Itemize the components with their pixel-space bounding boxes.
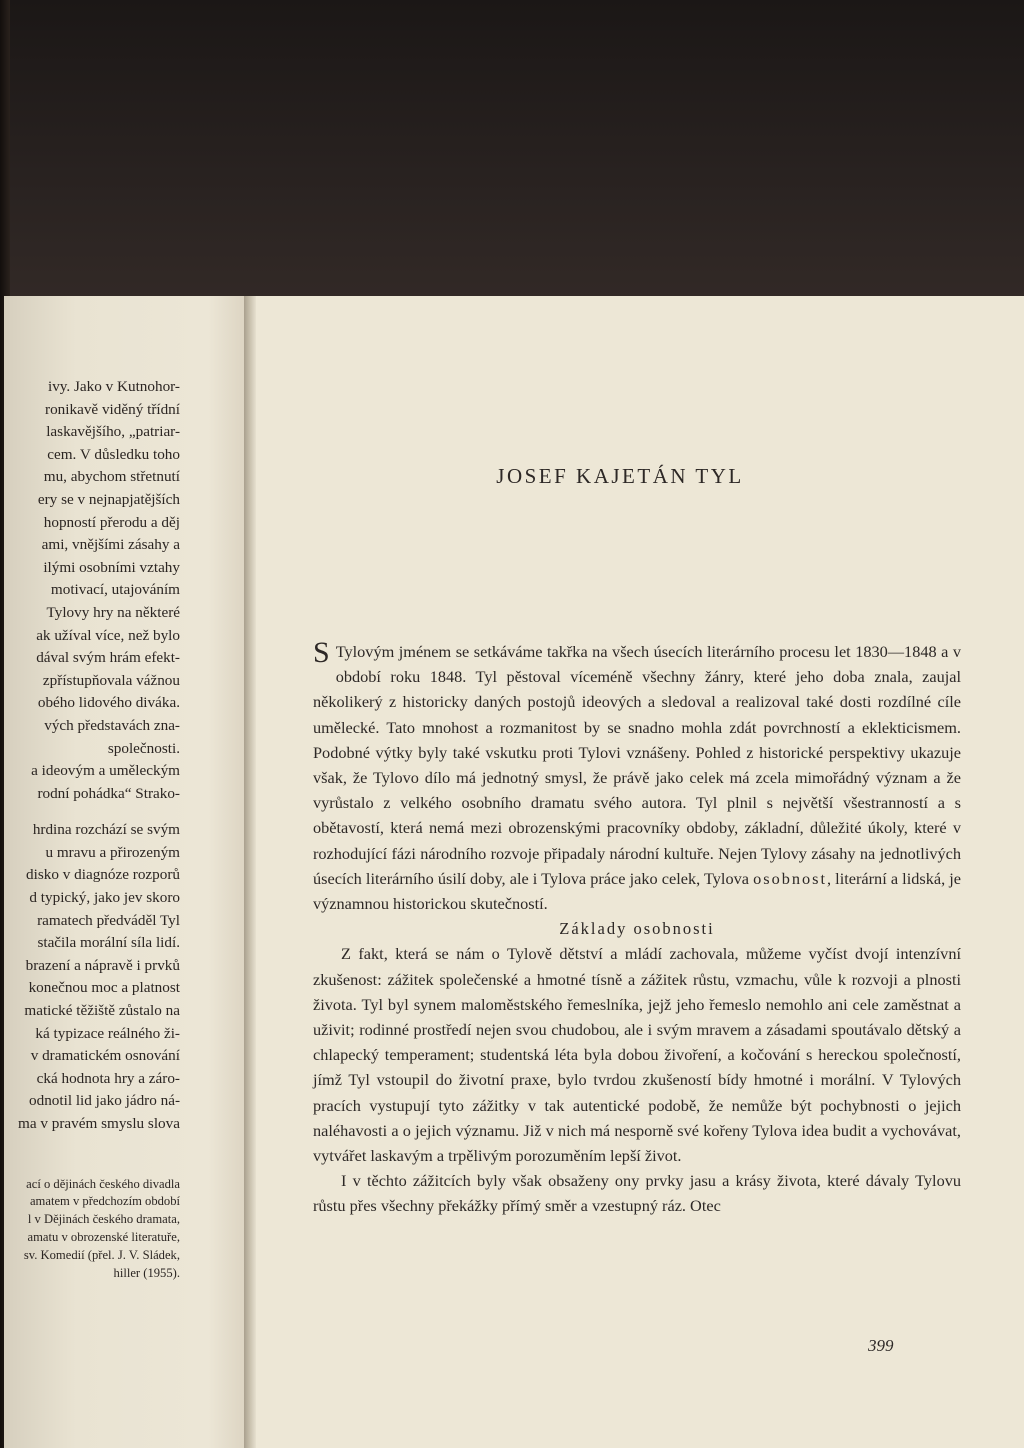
paragraph-3: I v těchto zážitcích byly však obsaženy ony prvky jasu a krásy života, které dávaly Tylovu růstu přes všechny překážky přímý směr a vzestupný ráz. Otec xyxy=(313,1171,961,1216)
left-page-line: ivy. Jako v Kutnohor- xyxy=(47,378,180,395)
left-page-line: brazení a nápravě i prvků xyxy=(25,956,180,974)
left-page-line: konečnou moc a platnost xyxy=(28,979,180,997)
page-number: 399 xyxy=(868,1336,894,1355)
right-page xyxy=(256,296,1024,1448)
left-page-line: ilými osobními vztahy xyxy=(43,558,180,576)
body-text xyxy=(313,636,961,1219)
left-page-line: zpřístupňovala vážnou xyxy=(42,671,180,689)
left-page xyxy=(4,296,244,1448)
left-page-footnote-line: l v Dějinách českého dramata, xyxy=(27,1212,180,1227)
left-page-line: Tylovy hry na některé xyxy=(46,603,180,621)
drop-cap: S xyxy=(313,636,330,669)
left-page-line: stačila morální síla lidí. xyxy=(37,934,180,952)
background-dark-area xyxy=(0,0,1024,300)
section-title: Základy osobnosti xyxy=(559,919,715,939)
left-page-line: u mravu a přirozeným xyxy=(45,843,180,861)
left-page-line: obého lidového diváka. xyxy=(37,694,180,712)
left-page-line: a ideovým a uměleckým xyxy=(31,762,180,780)
book-gutter xyxy=(244,296,256,1448)
left-page-line: laskavějšího, „patriar- xyxy=(46,423,180,441)
left-page-footnote-line: amatu v obrozenské literatuře, xyxy=(27,1229,180,1244)
left-page-line: hopností přerodu a děj xyxy=(43,513,180,531)
left-page-line: ak užíval více, než bylo xyxy=(36,626,180,644)
left-page-line: ká typizace reálného ži- xyxy=(35,1024,180,1042)
left-page-spacer xyxy=(4,1136,180,1176)
left-page-text xyxy=(4,376,180,1282)
left-page-line: ronikavě viděný třídní xyxy=(45,400,180,418)
left-page-line: ramatech předváděl Tyl xyxy=(37,911,180,929)
intro-end: , literární a lidská, je významnou historickou skutečností. xyxy=(313,868,961,914)
left-page-line: ery se v nejnapjatějších xyxy=(37,490,180,508)
left-page-line: ami, vnějšími zásahy a xyxy=(41,536,180,554)
left-page-line: mu, abychom střetnutí xyxy=(43,468,180,486)
left-page-line: společnosti. xyxy=(107,739,180,757)
left-page-line: disko v diagnóze rozporů xyxy=(26,866,180,884)
left-page-line: cká hodnota hry a záro- xyxy=(36,1069,180,1087)
left-page-line: d typický, jako jev skoro xyxy=(29,889,180,907)
left-page-line: cem. V důsledku toho xyxy=(47,445,180,463)
left-page-line: rodní pohádka“ Strako- xyxy=(37,784,180,802)
left-page-line: v dramatickém osnování xyxy=(30,1047,180,1065)
left-page-footnote-line: sv. Komedií (přel. J. V. Sládek, xyxy=(23,1247,180,1262)
left-page-line: motivací, utajováním xyxy=(50,581,180,599)
left-page-line: matické těžiště zůstalo na xyxy=(24,1002,180,1020)
intro-text: Tylovým jménem se setkáváme takřka na všech úsecích literárního procesu let 1830—1848 a v období roku 1848. Tyl pěstoval víceméně všechny žánry, které jeho doba znala, zaujal několikerý z historicky daných postojů ideových a sledoval a realizoval také dosti rozdílné cíle umělecké. Tato mnohost a rozmanitost by se snadno mohla zdát povrchností a eklekticismem. Podobné výtky byly také vskutku proti Tylovi vznášeny. Pohled z historické perspektivy ukazuje však, že Tylovo dílo má jednotný smysl, že právě jako celek má zcela mimořádný význam a že vyrůstalo z velkého osobního dramatu svého autora. Tyl plnil s největší všestranností a s obětavostí, která nemá mezi obrozenskými pracovníky obdoby, základní, důležité úkoly, které v rozhodující fázi národního rozvoje připadaly národní kultuře. Nejen Tylovy zásahy na jednotlivých úsecích literárního úsilí doby, ale i Tylova práce jako celek, Tylova xyxy=(313,642,961,888)
left-page-line: vých představách zna- xyxy=(44,716,180,734)
intro-spaced-word: osobnost xyxy=(753,868,827,888)
chapter-title: JOSEF KAJETÁN TYL xyxy=(496,464,744,488)
left-page-line xyxy=(4,805,180,819)
left-page-footnote-line: ací o dějinách českého divadla xyxy=(26,1176,180,1191)
left-page-line: ma v pravém smyslu slova xyxy=(18,1115,180,1132)
left-page-footnote-line: hiller (1955). xyxy=(113,1265,180,1280)
left-page-line: dával svým hrám efekt- xyxy=(36,649,180,667)
paragraph-2: Z fakt, která se nám o Tylově dětství a mládí zachovala, můžeme vyčíst dvojí intenzívní zkušenost: zážitek společenské a hmotné tísně a zážitek růstu, vzmachu, vůle k rozvoji a plnosti života. Tyl byl synem maloměstského řemeslníka, jejž jeho řemeslo nemohlo ani cele zaměstnat a uživit; rodinné prostředí nejen svou chudobou, ale i svým mravem a zásadami spoutávalo dětský a chlapecký temperament; studentská léta byla dobou živoření, a kočování s hereckou společností, jímž Tyl vstoupil do životní praxe, bylo tvrdou zkušeností bídy hmotné i morální. V Tylových pracích vystupují tyto zážitky v tak autentické podobě, že nemůže být pochybnosti o jejich naléhavosti a o jejich významu. Již v nich má nesporně své kořeny Tylova idea budit a vychovávat, vytvářet laskavým a trpělivým porozuměním lepší život. xyxy=(313,944,961,1166)
left-page-line: odnotil lid jako jádro ná- xyxy=(29,1092,180,1110)
intro-paragraph xyxy=(313,636,961,916)
left-page-line: hrdina rozchází se svým xyxy=(32,821,180,839)
left-page-footnote-line: amatem v předchozím období xyxy=(29,1194,180,1209)
